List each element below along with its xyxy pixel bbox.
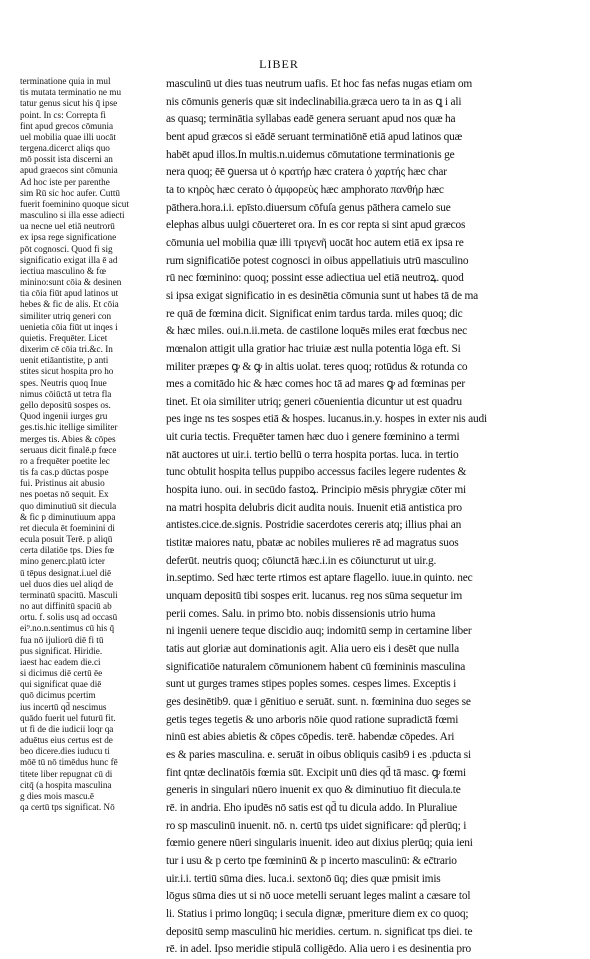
commentary-line: fuerit foeminino quoque sicut xyxy=(20,198,129,209)
main-text-line: significatiōe naturalem cōmunionem habent cū fœmininis masculina xyxy=(166,660,466,673)
main-text-line: uir.i.i. tertiū sūma dies. luca.i. sextonō ūq; dies quæ pmisit imis xyxy=(166,872,441,885)
main-text-line: lōgus sūma dies ut si nō uoce metelli seruant leges malint a cæsare tol xyxy=(166,890,471,903)
commentary-line: gello depositū sospes os. xyxy=(20,399,111,410)
main-text-line: nis cōmunis generis quæ sit indeclinabilia.græca uero ta in as ꝗ i ali xyxy=(166,95,462,108)
commentary-line: significatio exigat illa ē ad xyxy=(20,254,118,265)
running-head xyxy=(0,57,590,72)
main-text-line: tatis aut gloriæ aut dominationis agit. Alia uero eis i desēt que nulla xyxy=(166,643,459,655)
main-text-line: fint qntæ declinatōis fœmia sūt. Excipit unū dies qd̄ tā masc. ꝙ fœmi xyxy=(166,766,466,779)
main-text-line: re quā de fœmina dicit. Significat enim tardus tarda. miles quoq; dic xyxy=(166,307,463,320)
main-text-line: es & paries masculina. e. seruāt in oibus obliquis casib9 i es .pducta si xyxy=(166,748,471,761)
main-text-line: ta to κηρὸς hæc cerato ὁ ἀμφορεὺς hæc amphorato πανθήρ hæc xyxy=(166,183,444,196)
commentary-line: qui significat quae diē xyxy=(20,679,102,690)
commentary-line: mō possit ista discerni an xyxy=(20,154,113,165)
main-text-line: rē. in andria. Eho ipudēs nō satis est qd̄ tu dicula addo. In Pluraliue xyxy=(166,801,457,814)
main-text-line: sunt ut gurges trames stipes poples somes. cespes limes. Exceptis i xyxy=(166,678,457,691)
commentary-line: ius incertū qd̄ nescimus xyxy=(20,701,107,712)
commentary-line: quō dicimus pcertim xyxy=(20,690,96,701)
main-text-line: pes inge ns tes sospes etiā & hospes. lucanus.in.y. hospes in exter nis audi xyxy=(166,413,487,426)
commentary-line: Ad hoc iste per parenthe xyxy=(20,176,110,187)
commentary-line: aduētus eius certus est de xyxy=(20,735,113,746)
main-text-line: rū nec fœminino: quoq; possint esse adiectiua uel etiā neutroꝝ. quod xyxy=(166,272,464,285)
commentary-line: terminatū spacitū. Masculi xyxy=(20,589,118,600)
main-text-column xyxy=(166,76,572,959)
commentary-line: certa dilatiōe tps. Dies fœ xyxy=(20,545,115,556)
main-text-line: li. Statius i primo longūq; i secula dignæ, pmeriture diem ex co quoq; xyxy=(166,907,469,920)
commentary-line: uel duos dies uel aliqd de xyxy=(20,578,114,589)
commentary-line: similiter utriq generi con xyxy=(20,310,112,321)
main-text-line: si ipsa exigat significatio in es desinētia cōmunia sunt ut habes tā de ma xyxy=(166,289,478,302)
commentary-line: iectiua masculino & fœ xyxy=(20,265,106,276)
commentary-line: mino generc.platū icter xyxy=(20,556,105,567)
main-text-line: mœnalon attigit ulla gratior hac triuiæ æst nulla potentia lōga eft. Si xyxy=(166,342,461,355)
commentary-line: uel mobilia quae illi uocāt xyxy=(20,131,116,142)
main-text-line: ges desinētib9. quæ i gēnitiuo e seruāt. sunt. n. fœminina duo seges se xyxy=(166,695,471,708)
main-text-line: antistes.cice.de.signis. Postridie sacerdotes cereris atq; illius phai an xyxy=(166,519,462,532)
running-head-text: LIBER xyxy=(259,57,299,71)
commentary-line: beo dicere.dies iuducu ti xyxy=(20,746,110,757)
main-text-line: ni ingenii uenere teque discidio auq; indomitū semp in certamine liber xyxy=(166,625,472,638)
main-text-line: unquam depositū tibi sospes erit. lucanus. reg nos sūma sequetur im xyxy=(166,590,462,603)
main-text-line: rum significatiōe potest cognosci in oibus appellatiuis utrū masculino xyxy=(166,254,469,267)
main-text-line: ro sp masculinū inuenit. nō. n. certū tps uidet significare: qd̄ plerūq; i xyxy=(166,819,467,832)
main-text-line: perii comes. Salu. in primo bto. nobis dissensionis utrio huma xyxy=(166,607,436,620)
commentary-line: seruaus dicit finalē.p fœce xyxy=(20,444,117,455)
commentary-line: Quod ingenii iurges gru xyxy=(20,411,108,422)
main-text-line: depositū semp masculinū hic meridies. certum. n. significat tps diei. te xyxy=(166,925,473,938)
main-text-line: habēt apud illos.In multis.n.uidemus cōmutatione terminationis ge xyxy=(166,148,455,161)
main-text-line: nera quoq; ēē ꝯuersa ut ὁ κρατήρ hæc cratera ὁ χαρτής hæc char xyxy=(166,166,447,179)
commentary-line: point. In cs: Correpta fi xyxy=(20,109,106,120)
commentary-line: fua nō ijuliorū diē fi tū xyxy=(20,634,104,645)
commentary-line: nes poetas nō sequit. Ex xyxy=(20,489,109,500)
main-text-line: tistitæ maiores natu, pbatæ ac nobiles mulieres rē ad magratus suos xyxy=(166,537,459,550)
commentary-line: tis mutata terminatio ne mu xyxy=(20,87,122,98)
main-text-line: mes a comitādo hic & hæc comes hoc tā ad mares ꝙ ad fœminas per xyxy=(166,378,465,391)
commentary-line: ortu. f. solis usq ad occasū xyxy=(20,612,118,623)
commentary-line: quādo fuerit uel futurū fit. xyxy=(20,712,116,723)
main-text-line: deferūt. neutris quoq; cōiunctā hæc.i.in es cōiuncturut ut uir.g. xyxy=(166,554,437,567)
main-text-line: uit curia tectis. Frequēter tamen hæc duo i genere fœminino a termi xyxy=(166,431,460,444)
commentary-line: spes. Neutris quoq Inue xyxy=(20,377,107,388)
commentary-line: mōē tū nō timēdus hunc fē xyxy=(20,757,118,768)
commentary-line: tatur genus sicut his q̄ ipse xyxy=(20,98,118,109)
main-text-line: tinet. Et oia similiter utriq; generi cōuenientia dicuntur ut est quadru xyxy=(166,395,462,408)
commentary-line: apud graecos sint cōmunia xyxy=(20,165,118,176)
commentary-line: qa certū tps significat. Nō xyxy=(20,802,115,813)
main-text-line: nāt auctores ut uir.i. tertio bellū o terra hospita portas. luca. in tertio xyxy=(166,448,459,461)
main-text-line: masculinū ut dies tuas neutrum uafis. Et hoc fas nefas nugas etiam om xyxy=(166,78,473,90)
commentary-line: ro a frequēter poetite lec xyxy=(20,455,110,466)
commentary-line: tia cōia fiūt apud latinos ut xyxy=(20,288,119,299)
commentary-line: quietis. Frequēter. Licet xyxy=(20,332,108,343)
commentary-line: uenietia cōia fiūt ut inqes i xyxy=(20,321,118,332)
main-text-line: generis in singulari nūero inuenit ex quo & diminutiuo fit diecula.te xyxy=(166,784,461,797)
commentary-line: masculino si illa esse adiecti xyxy=(20,210,125,221)
main-text-line: tunc obtulit hospita tellus puppibo accessus faciles legere rudentes & xyxy=(166,466,467,479)
commentary-line: pus significat. Hiridie. xyxy=(20,645,103,656)
commentary-line: ex ipsa rege significatione xyxy=(20,232,117,243)
commentary-line: no aut diffinitū spaciū ab xyxy=(20,601,112,612)
commentary-line: hebes & fic de alis. Et cōia xyxy=(20,299,119,310)
commentary-line: pōt cognosci. Quod fi sig xyxy=(20,243,113,254)
commentary-line: uenit etiāantistite, p anti xyxy=(20,355,109,366)
main-text-line: rē. in adel. Ipso meridie stipulā colligēdo. Alia uero i es desinentia pro xyxy=(166,943,471,956)
commentary-line: fui. Pristinus ait abusio xyxy=(20,478,105,489)
main-text-line: bent apud græcos si eādē seruant terminatiōnē etiā apud latinos quæ xyxy=(166,130,462,143)
commentary-line: sim Rū sic hoc aufer. Cuttū xyxy=(20,187,121,198)
commentary-line: quo diminutiuū sit diecula xyxy=(20,500,117,511)
commentary-line: titete liber repugnat cū di xyxy=(20,768,113,779)
main-text-line: ninū est abies abietis & cōpes cōpedis. terē. habendæ cōpedes. Ari xyxy=(166,731,455,744)
main-text-line: militer præpes ꝙ & ꝙ in altis uolat. teres quoq; rotūdus & rotunda co xyxy=(166,360,468,373)
commentary-line: iaest hac eadem die.ci xyxy=(20,656,101,667)
commentary-line: ecula posuit Terē. p aliqū xyxy=(20,534,113,545)
main-text-line: as quasq; terminātia syllabas eadē genera seruant apud nos quæ ha xyxy=(166,113,456,126)
commentary-line: terminatione quia in mul xyxy=(20,76,111,86)
commentary-column xyxy=(20,76,160,813)
commentary-line: minino:sunt cōia & desinen xyxy=(20,277,122,288)
commentary-line: stites sicut hospita pro ho xyxy=(20,366,114,377)
commentary-line: fint apud grecos cōmunia xyxy=(20,120,114,131)
main-text-line: tur i usu & p certo tpe fœmininū & p incerto masculinū: & ec̄trario xyxy=(166,854,457,867)
commentary-line: ū tēpus designat.i.uel diē xyxy=(20,567,112,578)
commentary-line: & fic p diminutiuum appa xyxy=(20,511,116,522)
commentary-line: ret diecula ēt foeminini di xyxy=(20,522,115,533)
main-text-line: elephas albus uulgi cōuerteret ora. In es cor repta si sint apud græcos xyxy=(166,219,466,232)
commentary-line: nimus cōiūctā ut tetra fla xyxy=(20,388,112,399)
commentary-line: si dicimus diē certū ēe xyxy=(20,668,103,679)
commentary-line: ges.tis.hic itellige similiter xyxy=(20,422,118,433)
commentary-line: g dies mois mascu.ē xyxy=(20,791,94,801)
commentary-line: merges tis. Abies & cōpes xyxy=(20,433,116,444)
commentary-line: ut fi de die iudicii loqr qa xyxy=(20,723,114,734)
commentary-line: dixerim cē cōia tri.&c. In xyxy=(20,344,113,355)
main-text-line: cōmunia uel mobilia quæ illi τριγενῆ uocāt hoc autem etiā ex ipsa re xyxy=(166,236,464,249)
main-text-line: hospita iuno. oui. in secūdo fastoꝝ. Principio mēsis phrygiæ cōter mi xyxy=(166,484,466,497)
main-text-line: & hæc miles. oui.n.ii.meta. de castilone loquēs miles erat fœcbus nec xyxy=(166,325,467,338)
commentary-line: tis fa cas.p dūctas pospe xyxy=(20,467,109,478)
main-text-line: pāthera.hora.i.i. epīsto.diuersum cōfuſa genus pāthera camelo sue xyxy=(166,201,451,214)
main-text-line: getis teges tegetis & uno arboris nōie quod ratione supradictā fœmi xyxy=(166,713,459,726)
commentary-line: citq̄ (a hospita masculina xyxy=(20,779,112,790)
main-text-line: in.septimo. Sed hæc terte rtimos est aptare flagello. iuue.in quinto. nec xyxy=(166,572,473,585)
commentary-line: ei⁹.no.n.sentimus cū his q̄ xyxy=(20,623,115,634)
main-text-line: na matri hospita delubris dicit audita nouis. Inuenit etiā antistica pro xyxy=(166,501,462,514)
commentary-line: ua necne uel etiā neutrorū xyxy=(20,221,115,232)
main-text-line: fœmio genere nūeri singularis inuenit. ideo aut dixius plerūq; quia ieni xyxy=(166,837,473,850)
commentary-line: tergena.dicerct aliqs quo xyxy=(20,143,110,154)
